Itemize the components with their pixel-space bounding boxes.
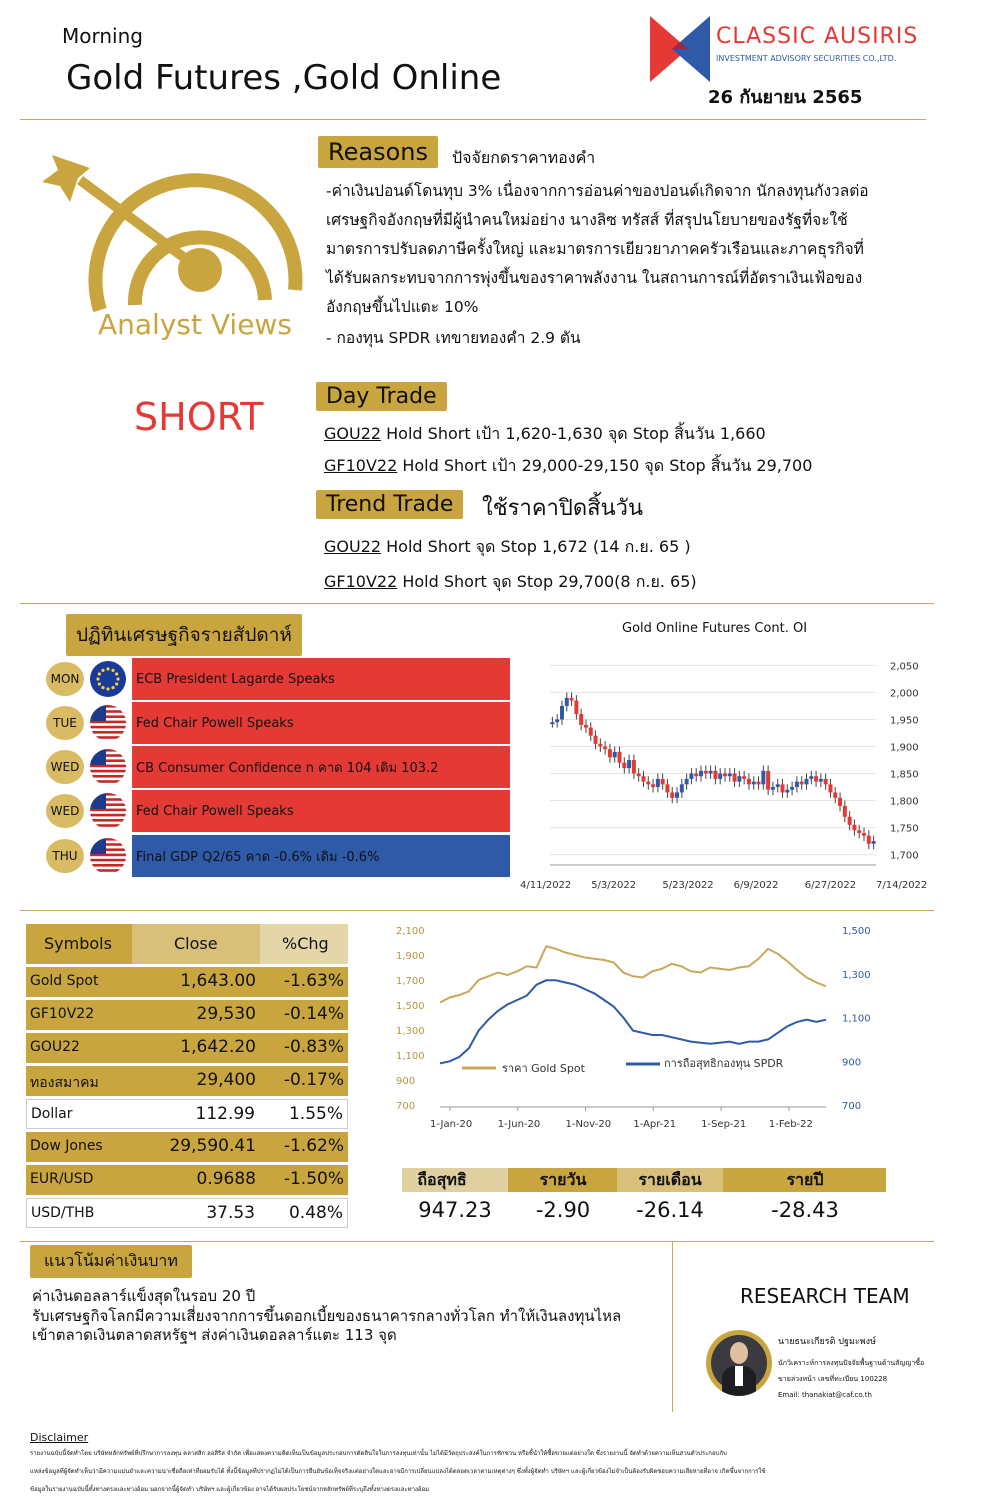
close-cell: 29,400 xyxy=(196,1070,256,1090)
eu-flag-icon xyxy=(90,661,126,697)
candle xyxy=(704,771,708,774)
candle xyxy=(800,782,804,785)
y-left-tick: 1,300 xyxy=(396,1026,425,1037)
candle xyxy=(757,782,761,785)
candle xyxy=(833,792,837,797)
chg-cell: -1.50% xyxy=(283,1169,344,1189)
reason-line: เศรษฐกิจอังกฤษที่มีผู้นำคนใหม่อย่าง นางลิซ ทรัสส์ ที่สรุปนโยบายของรัฐที่จะใช้ xyxy=(326,211,848,229)
symbol-cell: GOU22 xyxy=(30,1039,80,1055)
table-row xyxy=(26,1033,348,1063)
oi-chart xyxy=(520,645,930,895)
candle xyxy=(589,728,593,736)
reasons-tag: Reasons xyxy=(318,136,438,168)
candle xyxy=(670,792,674,797)
day-badge: MON xyxy=(46,662,84,696)
candle xyxy=(718,774,722,779)
close-cell: 29,590.41 xyxy=(169,1136,256,1156)
analyst-avatar xyxy=(706,1330,772,1396)
section-divider xyxy=(20,910,934,911)
chg-cell: 1.55% xyxy=(288,1104,343,1124)
candle xyxy=(565,698,569,706)
y-right-tick: 900 xyxy=(842,1057,862,1069)
candle xyxy=(550,722,554,724)
candle xyxy=(804,779,808,784)
research-title: RESEARCH TEAM xyxy=(740,1284,910,1308)
disclaimer-line: แหล่งข้อมูลที่ผู้จัดทำเห็นว่ามีความแม่นยำและความน่าเชื่อถือเท่าที่ยอมรับได้ ทั้งนี้ข้อมูลที่ปรากฏไม่ได้เป็นการยืนยันข้อเท็จจริงแต่อย่างใดและอาจมีการเปลี่ยนแปลงได้ตลอดเวลาตามเหตุต่างๆ ซึ่งทั้งผู้จัดทำ บริษัทฯ และผู้เกี่ยวข้องไม่จำเป็นต้องรับผิดชอบความเสียหายที่อาจ เกิดขึ้นจากการใช้ xyxy=(30,1468,766,1475)
candle xyxy=(809,776,813,779)
y-tick-label: 1,700 xyxy=(890,850,919,862)
spdr-header-net: ถือสุทธิ xyxy=(417,1170,467,1189)
table-row xyxy=(26,967,348,997)
y-right-tick: 1,100 xyxy=(842,1013,871,1025)
y-left-tick: 1,100 xyxy=(396,1051,425,1062)
y-left-tick: 1,500 xyxy=(396,1001,425,1012)
candle xyxy=(857,830,861,833)
close-cell: 1,643.00 xyxy=(180,971,256,991)
calendar-row xyxy=(46,835,516,877)
candle xyxy=(785,790,789,793)
symbol-cell: Gold Spot xyxy=(30,973,99,989)
reason-line: ได้รับผลกระทบจากการพุ่งขึ้นของราคาพลังงาน ในสถานการณ์ที่อัตราเงินเฟ้อของ xyxy=(326,269,863,287)
candle xyxy=(661,779,665,784)
section-divider xyxy=(20,603,934,604)
table-row xyxy=(26,1198,348,1228)
candle xyxy=(694,774,698,777)
series-line xyxy=(440,946,826,1002)
candle xyxy=(603,746,607,749)
calendar-event: Fed Chair Powell Speaks xyxy=(132,702,510,744)
chg-cell: -1.63% xyxy=(283,971,344,991)
close-cell: 37.53 xyxy=(206,1203,255,1223)
candle xyxy=(622,763,626,768)
candle xyxy=(560,706,564,720)
daytrade-line-2: GF10V22 Hold Short เป้า 29,000-29,150 จุด Stop สิ้นวัน 29,700 xyxy=(324,456,813,475)
trendtrade-line-2: GF10V22 Hold Short จุด Stop 29,700(8 ก.ย. 65) xyxy=(324,572,697,591)
chg-cell: -0.83% xyxy=(283,1037,344,1057)
disclaimer-line: ข้อมูลในรายงานฉบับนี้ทั้งทางตรงและทางอ้อม นอกจากนี้ผู้จัดทำ บริษัทฯ และผู้เกี่ยวข้อง อาจได้รับผลประโยชน์จากหลักทรัพย์ที่ระบุถึงทั้งทางตรงและทางอ้อม xyxy=(30,1486,430,1493)
trendtrade-note: ใช้ราคาปิดสิ้นวัน xyxy=(482,496,644,521)
x-tick-label: 1-Nov-20 xyxy=(565,1119,612,1130)
candle xyxy=(867,836,871,844)
table-header xyxy=(26,924,348,964)
x-tick-label: 1-Jan-20 xyxy=(430,1119,473,1130)
morning-label: Morning xyxy=(62,24,143,48)
x-tick-label: 6/9/2022 xyxy=(733,880,779,891)
candle xyxy=(627,760,631,768)
spdr-daily: -2.90 xyxy=(535,1198,591,1222)
calendar-event: Final GDP Q2/65 คาด -0.6% เดิม -0.6% xyxy=(132,835,510,877)
y-tick-label: 1,900 xyxy=(890,742,919,754)
us-flag-icon xyxy=(90,705,126,741)
close-cell: 1,642.20 xyxy=(180,1037,256,1057)
brand-subtitle: INVESTMENT ADVISORY SECURITIES CO.,LTD. xyxy=(716,54,897,63)
baht-line: ค่าเงินดอลลาร์แข็งสุดในรอบ 20 ปี xyxy=(32,1287,256,1305)
x-tick-label: 1-Feb-22 xyxy=(768,1119,813,1130)
candle xyxy=(584,725,588,728)
spdr-monthly: -26.14 xyxy=(636,1198,704,1222)
signal-short: SHORT xyxy=(134,395,264,439)
candle xyxy=(848,817,852,825)
analyst-role-2: ขายล่วงหน้า เลขที่ทะเบียน 100228 xyxy=(778,1375,888,1383)
brand-name: CLASSIC AUSIRIS xyxy=(716,24,919,49)
baht-line: รับเศรษฐกิจโลกมีความเสี่ยงจากการขึ้นดอกเบี้ยของธนาคารกลางทั่วโลก ทำให้เงินลงทุนไหล xyxy=(32,1307,622,1325)
trendtrade-line-1: GOU22 Hold Short จุด Stop 1,672 (14 ก.ย. 65 ) xyxy=(324,537,691,556)
candle xyxy=(814,776,818,781)
header-chg: %Chg xyxy=(282,934,329,953)
candle xyxy=(742,776,746,779)
candle xyxy=(598,744,602,747)
candle xyxy=(843,806,847,817)
report-date: 26 กันยายน 2565 xyxy=(708,87,863,108)
spdr-header-yearly: รายปี xyxy=(786,1170,824,1189)
close-cell: 112.99 xyxy=(195,1104,255,1124)
candle xyxy=(594,736,598,744)
baht-tag: แนวโน้มค่าเงินบาท xyxy=(30,1245,192,1278)
calendar-event: Fed Chair Powell Speaks xyxy=(132,790,510,832)
close-cell: 29,530 xyxy=(196,1004,256,1024)
table-row xyxy=(26,1000,348,1030)
candle xyxy=(709,771,713,774)
analyst-name: นายธนะเกียรติ ปฐมะพงษ์ xyxy=(778,1337,877,1347)
candle xyxy=(608,749,612,757)
candle xyxy=(579,714,583,725)
candle xyxy=(613,752,617,757)
candle xyxy=(819,779,823,782)
reason-line: มาตรการปรับลดภาษีครั้งใหญ่ และมาตรการเยียวยาภาคครัวเรือนและภาคธุรกิจที่ xyxy=(326,240,864,258)
candle xyxy=(618,752,622,763)
symbol-link[interactable]: GOU22 xyxy=(324,424,382,443)
table-row xyxy=(26,1132,348,1162)
spdr-yearly: -28.43 xyxy=(771,1198,839,1222)
candle xyxy=(761,771,765,785)
candle xyxy=(790,787,794,790)
candle xyxy=(713,771,717,779)
y-left-tick: 2,100 xyxy=(396,926,425,937)
candle xyxy=(838,798,842,806)
x-tick-label: 7/14/2022 xyxy=(876,880,928,891)
us-flag-icon xyxy=(90,749,126,785)
calendar-row xyxy=(46,790,516,832)
candle xyxy=(828,784,832,792)
reason-line: - กองทุน SPDR เทขายทองคำ 2.9 ตัน xyxy=(326,329,581,347)
legend-label: ราคา Gold Spot xyxy=(502,1062,585,1075)
spdr-header-daily: รายวัน xyxy=(539,1170,587,1189)
daytrade-line-1: GOU22 Hold Short เป้า 1,620-1,630 จุด Stop สิ้นวัน 1,660 xyxy=(324,424,766,443)
candle xyxy=(665,784,669,792)
reason-line: -ค่าเงินปอนด์โดนทุบ 3% เนื่องจากการอ่อนค่าของปอนด์เกิดจาก นักลงทุนกังวลต่อ xyxy=(326,182,869,200)
close-cell: 0.9688 xyxy=(196,1169,256,1189)
candle xyxy=(728,774,732,777)
table-row xyxy=(26,1099,348,1129)
candle xyxy=(646,782,650,785)
table-row xyxy=(26,1066,348,1096)
symbol-cell: Dow Jones xyxy=(30,1138,103,1154)
calendar-tag: ปฏิทินเศรษฐกิจรายสัปดาห์ xyxy=(66,614,302,656)
y-left-tick: 700 xyxy=(396,1101,416,1112)
candle xyxy=(766,771,770,790)
candle xyxy=(656,779,660,787)
x-tick-label: 5/3/2022 xyxy=(591,880,637,891)
calendar-row xyxy=(46,658,516,700)
x-tick-label: 1-Apr-21 xyxy=(633,1119,677,1130)
legend-label: การถือสุทธิกองทุน SPDR xyxy=(664,1057,784,1070)
y-right-tick: 700 xyxy=(842,1101,862,1112)
candle xyxy=(574,701,578,715)
x-tick-label: 6/27/2022 xyxy=(804,880,857,891)
candle xyxy=(651,784,655,787)
column-divider xyxy=(672,1242,673,1412)
spdr-net: 947.23 xyxy=(418,1198,492,1222)
disclaimer-line: รายงานฉบับนี้จัดทำโดย บริษัทหลักทรัพย์ที่ปรึกษาการลงทุน คลาสสิก ออสิริส จำกัด เพื่อแสดงความคิดเห็นเป็นข้อมูลประกอบการตัดสินใจในการลงทุนเท่านั้น ไม่ได้มีวัตถุประสงค์ในการชักชวน หรือชี้นำให้ซื้อขายแต่อย่างใด ซึ่งรายงานนี้ จัดทำด้วยความเห็นส่วนตัวประกอบกับ xyxy=(30,1450,727,1457)
candle xyxy=(776,784,780,787)
chg-cell: -0.14% xyxy=(283,1004,344,1024)
symbol-link[interactable]: GF10V22 xyxy=(324,456,398,475)
symbol-cell: USD/THB xyxy=(31,1205,95,1221)
symbol-link[interactable]: GF10V22 xyxy=(324,572,398,591)
candle xyxy=(680,784,684,792)
y-left-tick: 1,900 xyxy=(396,951,425,962)
candle xyxy=(781,784,785,792)
analyst-views-label: Analyst Views xyxy=(98,308,292,341)
candle xyxy=(699,771,703,776)
series-line xyxy=(440,980,826,1063)
calendar-event: ECB President Lagarde Speaks xyxy=(132,658,510,700)
analyst-email[interactable]: Email: thanakiat@caf.co.th xyxy=(778,1391,872,1399)
candle xyxy=(637,774,641,777)
candle xyxy=(555,719,559,722)
disclaimer-title: Disclaimer xyxy=(30,1431,89,1444)
y-tick-label: 1,800 xyxy=(890,796,919,808)
baht-line: เข้าตลาดเงินตลาดสหรัฐฯ ส่งค่าเงินดอลลาร์แตะ 113 จุด xyxy=(32,1326,397,1344)
x-tick-label: 4/11/2022 xyxy=(520,880,572,891)
symbol-cell: Dollar xyxy=(31,1106,73,1122)
candle xyxy=(737,776,741,781)
day-badge: WED xyxy=(46,794,84,828)
page-title: Gold Futures ,Gold Online xyxy=(66,58,502,98)
trendtrade-tag: Trend Trade xyxy=(316,490,463,519)
y-left-tick: 900 xyxy=(396,1076,416,1087)
oi-chart-title: Gold Online Futures Cont. OI xyxy=(622,621,808,636)
symbol-cell: EUR/USD xyxy=(30,1171,94,1187)
y-left-tick: 1,700 xyxy=(396,976,425,987)
y-right-tick: 1,300 xyxy=(842,969,871,981)
candle xyxy=(747,779,751,784)
y-tick-label: 1,850 xyxy=(890,769,919,781)
chg-cell: -0.17% xyxy=(283,1070,344,1090)
y-tick-label: 2,000 xyxy=(890,688,919,700)
symbol-link[interactable]: GOU22 xyxy=(324,537,382,556)
candle xyxy=(872,841,876,844)
header-divider xyxy=(20,119,926,120)
candle xyxy=(675,792,679,797)
candle xyxy=(570,698,574,701)
candle xyxy=(641,776,645,781)
daytrade-tag: Day Trade xyxy=(316,382,447,411)
day-badge: WED xyxy=(46,750,84,784)
candle xyxy=(733,774,737,782)
candle xyxy=(795,782,799,787)
y-right-tick: 1,500 xyxy=(842,926,871,937)
x-tick-label: 1-Jun-20 xyxy=(497,1119,541,1130)
header-symbols: Symbols xyxy=(44,934,112,953)
chg-cell: -1.62% xyxy=(283,1136,344,1156)
y-tick-label: 1,950 xyxy=(890,715,919,727)
candle xyxy=(723,774,727,777)
candle xyxy=(852,825,856,830)
calendar-row xyxy=(46,702,516,744)
candle xyxy=(824,779,828,784)
calendar-event: CB Consumer Confidence n คาด 104 เดิม 103.2 xyxy=(132,746,510,788)
spdr-header-monthly: รายเดือน xyxy=(638,1170,702,1189)
candle xyxy=(632,760,636,774)
reason-line: อังกฤษขึ้นไปแตะ 10% xyxy=(326,298,479,316)
symbol-cell: ทองสมาคม xyxy=(30,1075,99,1091)
header-close: Close xyxy=(174,934,218,953)
y-tick-label: 1,750 xyxy=(890,823,919,835)
analyst-role: นักวิเคราะห์การลงทุนปัจจัยพื้นฐานด้านสัญญาซื้อ xyxy=(778,1359,925,1367)
x-tick-label: 5/23/2022 xyxy=(662,880,714,891)
section-divider xyxy=(20,1241,934,1242)
chg-cell: 0.48% xyxy=(288,1203,343,1223)
y-tick-label: 2,050 xyxy=(890,661,919,673)
us-flag-icon xyxy=(90,793,126,829)
calendar-row xyxy=(46,746,516,788)
candle xyxy=(685,779,689,784)
x-tick-label: 1-Sep-21 xyxy=(701,1119,747,1130)
candle xyxy=(689,774,693,779)
candle xyxy=(752,782,756,785)
day-badge: TUE xyxy=(46,706,84,740)
reasons-subtitle: ปัจจัยกดราคาทองคำ xyxy=(452,148,596,167)
candle xyxy=(862,833,866,836)
us-flag-icon xyxy=(90,838,126,874)
gold-spdr-chart xyxy=(390,915,890,1145)
company-logo xyxy=(648,14,712,84)
candle xyxy=(771,787,775,790)
table-row xyxy=(26,1165,348,1195)
symbol-cell: GF10V22 xyxy=(30,1006,95,1022)
day-badge: THU xyxy=(46,839,84,873)
